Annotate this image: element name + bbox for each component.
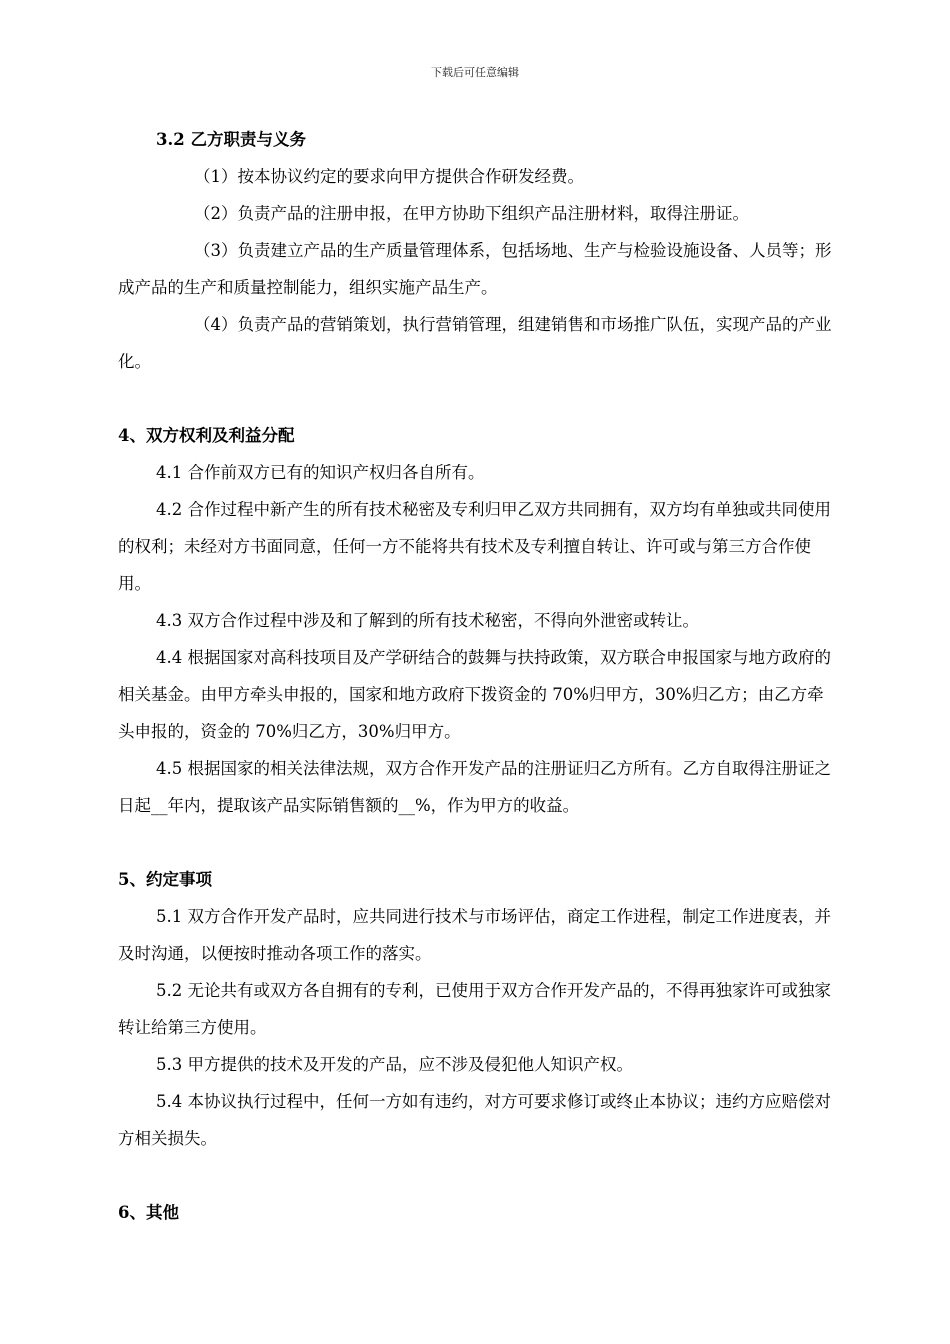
section-5-heading: 5、约定事项 [118, 870, 212, 889]
section-5-2: 5.2 无论共有或双方各自拥有的专利，已使用于双方合作开发产品的，不得再独家许可或独家转让给第三方使用。 [118, 981, 831, 1037]
section-3-2-item-3: （3）负责建立产品的生产质量管理体系，包括场地、生产与检验设施设备、人员等；形成产品的生产和质量控制能力，组织实施产品生产。 [118, 241, 832, 297]
section-3-2-item-4: （4）负责产品的营销策划，执行营销管理，组建销售和市场推广队伍，实现产品的产业化。 [118, 315, 832, 371]
section-5-1: 5.1 双方合作开发产品时，应共同进行技术与市场评估，商定工作进程，制定工作进度表，并及时沟通，以便按时推动各项工作的落实。 [118, 907, 831, 963]
page-header: 下载后可任意编辑 [431, 66, 519, 79]
section-4-1: 4.1 合作前双方已有的知识产权归各自所有。 [156, 463, 485, 482]
section-4-heading: 4、双方权利及利益分配 [118, 426, 295, 445]
section-4-2: 4.2 合作过程中新产生的所有技术秘密及专利归甲乙双方共同拥有，双方均有单独或共同使用的权利；未经对方书面同意，任何一方不能将共有技术及专利擅自转让、许可或与第三方合作使用。 [118, 500, 831, 593]
section-6-heading: 6、其他 [118, 1203, 179, 1222]
section-3-2-heading: 3.2 乙方职责与义务 [156, 130, 306, 149]
section-5-3: 5.3 甲方提供的技术及开发的产品，应不涉及侵犯他人知识产权。 [156, 1055, 633, 1074]
section-4-5: 4.5 根据国家的相关法律法规，双方合作开发产品的注册证归乙方所有。乙方自取得注册证之日起__年内，提取该产品实际销售额的__%，作为甲方的收益。 [118, 759, 831, 815]
section-3-2-item-1: （1）按本协议约定的要求向甲方提供合作研发经费。 [194, 167, 584, 186]
section-5-4: 5.4 本协议执行过程中，任何一方如有违约，对方可要求修订或终止本协议；违约方应赔偿对方相关损失。 [118, 1092, 831, 1148]
document-body [118, 121, 832, 1231]
section-4-3: 4.3 双方合作过程中涉及和了解到的所有技术秘密，不得向外泄密或转让。 [156, 611, 699, 630]
section-4-4: 4.4 根据国家对高科技项目及产学研结合的鼓舞与扶持政策，双方联合申报国家与地方政府的相关基金。由甲方牵头申报的，国家和地方政府下拨资金的 70%归甲方，30%归乙方；由乙方牵头申报的，资金的 70%归乙方，30%归甲方。 [118, 648, 831, 741]
section-3-2-item-2: （2）负责产品的注册申报，在甲方协助下组织产品注册材料，取得注册证。 [194, 204, 749, 223]
